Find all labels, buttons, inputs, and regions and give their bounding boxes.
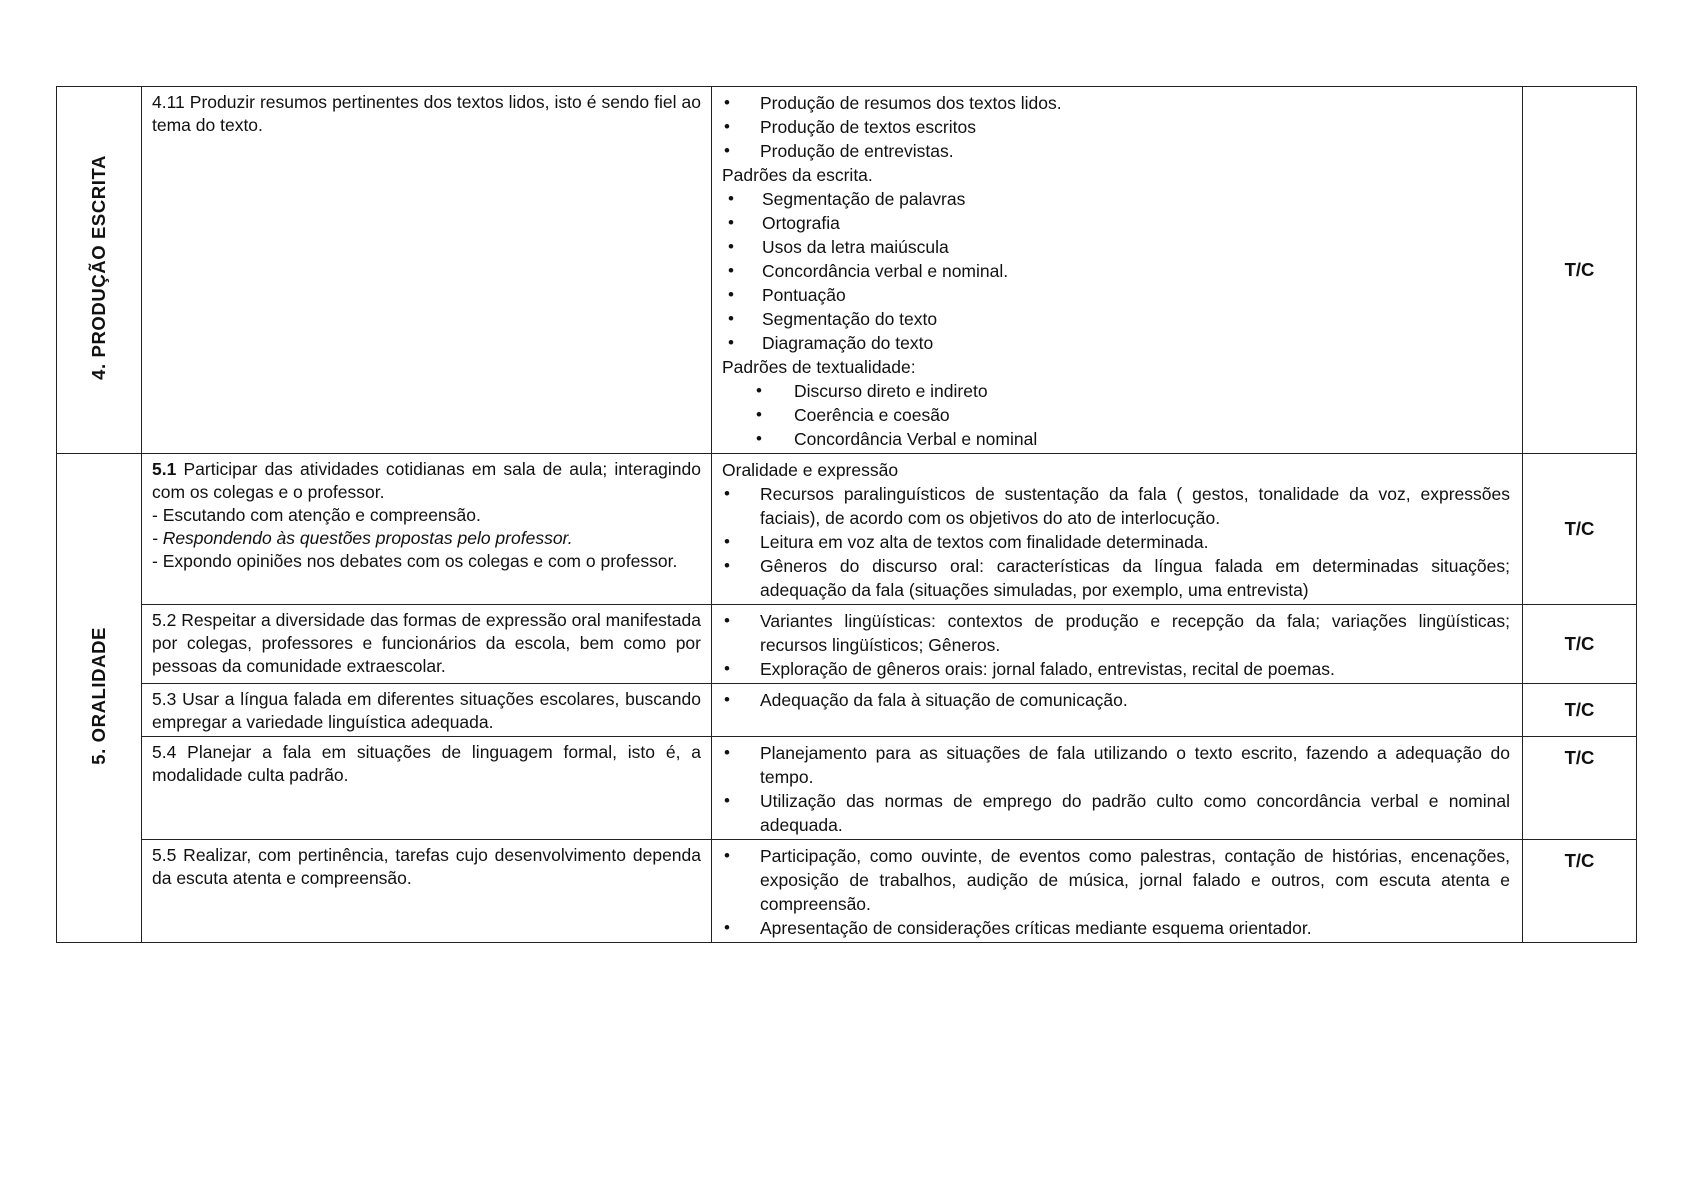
tc-cell: T/C — [1523, 684, 1637, 737]
list-item: • Produção de resumos dos textos lidos. — [722, 91, 1510, 115]
tc-cell: T/C — [1523, 87, 1637, 454]
content-list — [722, 844, 1510, 940]
list-item: • Gêneros do discurso oral: características da língua falada em determinadas situações; adequação da fala (situações simuladas, por exemplo, uma entrevista) — [722, 554, 1510, 602]
objective-cell — [142, 454, 712, 605]
content-list — [722, 482, 1510, 602]
list-item: • Diagramação do texto — [722, 331, 1510, 355]
content-cell — [712, 840, 1523, 943]
list-item: • Segmentação do texto — [722, 307, 1510, 331]
objective-text — [152, 458, 701, 504]
objective-cell — [142, 605, 712, 684]
content-list — [722, 688, 1510, 712]
objective-subline: - Escutando com atenção e compreensão. — [152, 505, 481, 525]
content-cell — [712, 737, 1523, 840]
tc-cell: T/C — [1523, 454, 1637, 605]
objective-subline: - Respondendo às questões propostas pelo professor. — [152, 528, 573, 548]
content-cell — [712, 684, 1523, 737]
list-item: • Leitura em voz alta de textos com finalidade determinada. — [722, 530, 1510, 554]
list-item: • Discurso direto e indireto — [722, 379, 1510, 403]
objective-number: 5.1 — [152, 459, 177, 479]
table-row — [57, 605, 1637, 684]
content-cell — [712, 454, 1523, 605]
list-item: • Usos da letra maiúscula — [722, 235, 1510, 259]
list-item: • Adequação da fala à situação de comunicação. — [722, 688, 1510, 712]
list-item: • Pontuação — [722, 283, 1510, 307]
content-cell — [712, 605, 1523, 684]
list-item: • Participação, como ouvinte, de eventos como palestras, contação de histórias, encenações, exposição de trabalhos, audição de música, jornal falado e outros, com escuta atenta e compreensão. — [722, 844, 1510, 916]
area-cell-oralidade — [57, 454, 142, 943]
list-item: • Concordância Verbal e nominal — [722, 427, 1510, 451]
objective-main: Participar das atividades cotidianas em sala de aula; interagindo com os colegas e o professor. — [152, 459, 701, 502]
content-list — [722, 187, 1510, 355]
list-item: • Variantes lingüísticas: contextos de produção e recepção da fala; variações lingüísticas; recursos lingüísticos; Gêneros. — [722, 609, 1510, 657]
objective-text: 5.2 Respeitar a diversidade das formas de expressão oral manifestada por colegas, professores e funcionários da escola, bem como por pessoas da comunidade extraescolar. — [152, 610, 701, 676]
objective-text: 5.4 Planejar a fala em situações de linguagem formal, isto é, a modalidade culta padrão. — [152, 742, 701, 785]
area-label: 5. ORALIDADE — [88, 626, 109, 765]
tc-cell: T/C — [1523, 605, 1637, 684]
list-item: • Exploração de gêneros orais: jornal falado, entrevistas, recital de poemas. — [722, 657, 1510, 681]
list-item: • Produção de entrevistas. — [722, 139, 1510, 163]
objective-cell — [142, 87, 712, 454]
list-item: • Produção de textos escritos — [722, 115, 1510, 139]
table-row — [57, 87, 1637, 454]
content-list — [722, 741, 1510, 837]
objective-cell — [142, 840, 712, 943]
area-cell-producao-escrita — [57, 87, 142, 454]
objective-text: 5.3 Usar a língua falada em diferentes situações escolares, buscando empregar a variedade linguística adequada. — [152, 689, 701, 732]
table-row — [57, 840, 1637, 943]
list-item: • Concordância verbal e nominal. — [722, 259, 1510, 283]
table-row — [57, 737, 1637, 840]
list-item: • Coerência e coesão — [722, 403, 1510, 427]
content-label: Padrões da escrita. — [722, 165, 873, 185]
list-item: • Recursos paralinguísticos de sustentação da fala ( gestos, tonalidade da voz, expressões faciais), de acordo com os objetivos do ato de interlocução. — [722, 482, 1510, 530]
content-list — [722, 91, 1510, 163]
area-label: 4. PRODUÇÃO ESCRITA — [88, 155, 109, 380]
content-label: Padrões de textualidade: — [722, 357, 916, 377]
tc-cell: T/C — [1523, 840, 1637, 943]
objective-cell — [142, 737, 712, 840]
content-list — [722, 609, 1510, 681]
curriculum-table — [56, 86, 1637, 943]
table-row — [57, 454, 1637, 605]
list-item: • Apresentação de considerações críticas mediante esquema orientador. — [722, 916, 1510, 940]
content-cell — [712, 87, 1523, 454]
list-item: • Utilização das normas de emprego do padrão culto como concordância verbal e nominal adequada. — [722, 789, 1510, 837]
list-item: • Segmentação de palavras — [722, 187, 1510, 211]
objective-subline: - Expondo opiniões nos debates com os colegas e com o professor. — [152, 551, 678, 571]
content-list — [722, 379, 1510, 451]
table-row — [57, 684, 1637, 737]
list-item: • Ortografia — [722, 211, 1510, 235]
objective-text: 5.5 Realizar, com pertinência, tarefas cujo desenvolvimento dependa da escuta atenta e compreensão. — [152, 845, 701, 888]
tc-cell: T/C — [1523, 737, 1637, 840]
objective-text: 4.11 Produzir resumos pertinentes dos textos lidos, isto é sendo fiel ao tema do texto. — [152, 92, 701, 135]
list-item: • Planejamento para as situações de fala utilizando o texto escrito, fazendo a adequação do tempo. — [722, 741, 1510, 789]
content-label: Oralidade e expressão — [722, 460, 899, 480]
objective-cell — [142, 684, 712, 737]
